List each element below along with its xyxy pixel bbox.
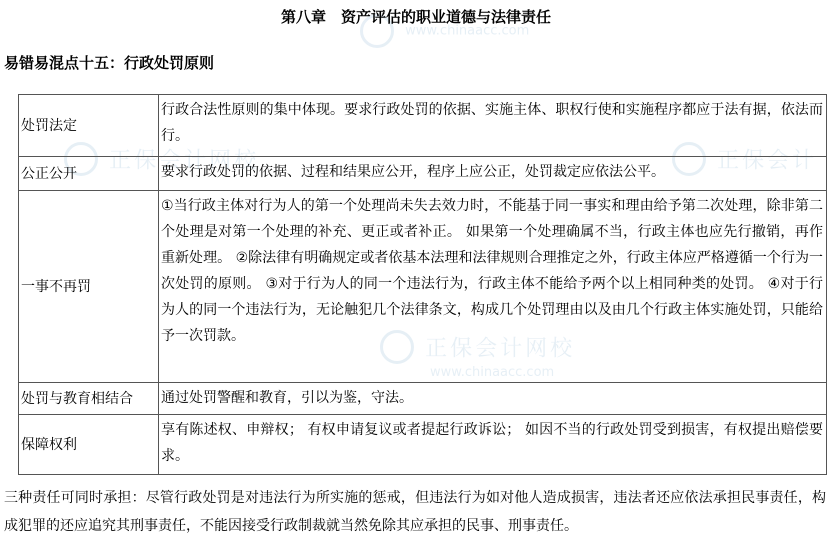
principle-name: 一事不再罚	[19, 191, 159, 383]
principle-name: 保障权利	[19, 415, 159, 475]
table-row	[19, 95, 827, 157]
watermark-center-site: www.chinaacc.com	[430, 365, 555, 380]
principle-name: 处罚与教育相结合	[19, 383, 159, 415]
table-row	[19, 191, 827, 383]
table-row	[19, 383, 827, 415]
watermark-center: 正保会计网校	[380, 330, 575, 364]
principle-name: 公正公开	[19, 157, 159, 191]
principle-description: 享有陈述权、申辩权； 有权申请复议或者提起行政诉讼； 如因不当的行政处罚受到损害，有权提出赔偿要求。	[159, 415, 827, 475]
principles-table	[18, 94, 827, 475]
principle-description: 要求行政处罚的依据、过程和结果应公开，程序上应公正，处罚裁定应依法公平。	[159, 157, 827, 191]
principle-description: 行政合法性原则的集中体现。要求行政处罚的依据、实施主体、职权行使和实施程序都应于法有据，依法而行。	[159, 95, 827, 157]
watermark-right: 正保会计	[672, 142, 817, 176]
section-title: 易错易混点十五：行政处罚原则	[4, 54, 215, 72]
principle-name: 处罚法定	[19, 95, 159, 157]
chapter-title: 第八章 资产评估的职业道德与法律责任	[280, 8, 551, 26]
principle-description: ①当行政主体对行为人的第一个处理尚未失去效力时，不能基于同一事实和理由给予第二次处理，除非第二个处理是对第一个处理的补充、更正或者补正。 如果第一个处理确属不当，行政主体也应先行撤销，再作重新处理。 ②除法律有明确规定或者依基本法理和法律规则合理推定之外，行政主体应严格遵循一个行为一次处罚的原则。 ③对于行为人的同一个违法行为，行政主体不能给予两个以上相同种类的处罚。 ④对于行为人的同一个违法行为，无论触犯几个法律条文，构成几个处罚理由以及由几个行政主体实施处罚，只能给予一次罚款。	[159, 191, 827, 383]
liability-note: 三种责任可同时承担：尽管行政处罚是对违法行为所实施的惩戒，但违法行为如对他人造成损害，违法者还应依法承担民事责任，构成犯罪的还应追究其刑事责任，不能因接受行政制裁就当然免除其应承担的民事、刑事责任。	[4, 490, 826, 534]
principle-description: 通过处罚警醒和教育，引以为鉴，守法。	[159, 383, 827, 415]
watermark-left: 正保会计网校	[64, 142, 259, 176]
watermark-top: www.chinaacc.com	[360, 14, 529, 48]
table-row	[19, 157, 827, 191]
table-row	[19, 415, 827, 475]
